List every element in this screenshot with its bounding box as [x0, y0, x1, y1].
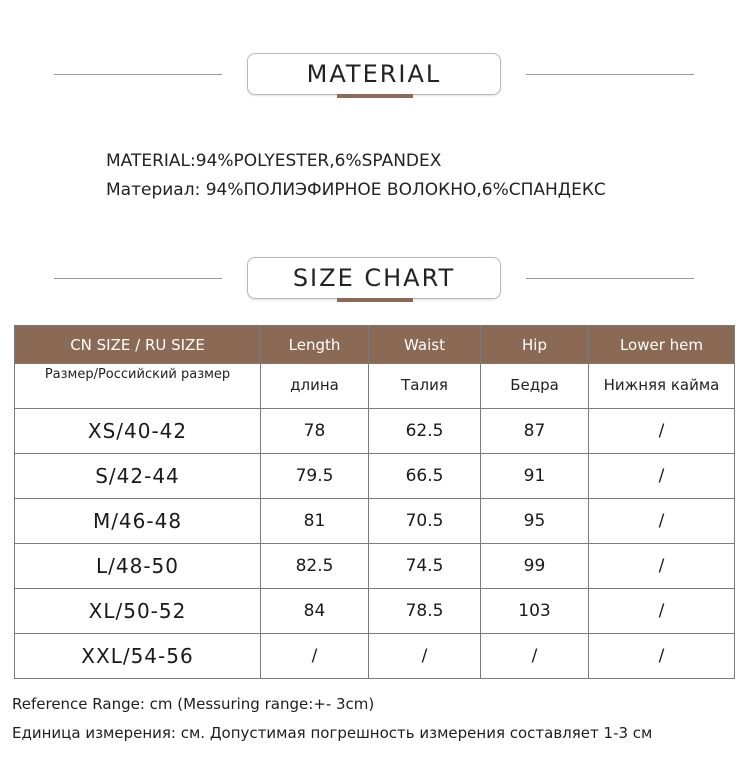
length-cell: / [261, 634, 369, 679]
length-cell: 78 [261, 409, 369, 454]
table-row [15, 544, 735, 589]
size-cell: XL/50-52 [15, 589, 261, 634]
lower-hem-cell: / [589, 544, 735, 589]
material-section-header [0, 53, 750, 97]
hip-cell: 99 [481, 544, 589, 589]
waist-cell: 70.5 [369, 499, 481, 544]
size-chart-title-badge [247, 257, 501, 299]
material-composition-ru: Материал: 94%ПОЛИЭФИРНОЕ ВОЛОКНО,6%СПАНДЕКС [106, 180, 606, 200]
title-underline [337, 94, 413, 98]
divider-left [54, 74, 222, 75]
length-cell: 79.5 [261, 454, 369, 499]
length-cell: 82.5 [261, 544, 369, 589]
divider-right [526, 278, 694, 279]
size-chart-table [14, 325, 735, 679]
table-row [15, 499, 735, 544]
material-title: MATERIAL [306, 60, 442, 88]
table-row [15, 634, 735, 679]
waist-cell: 62.5 [369, 409, 481, 454]
hip-cell: 95 [481, 499, 589, 544]
hip-cell: 91 [481, 454, 589, 499]
hip-cell: / [481, 634, 589, 679]
size-cell: XS/40-42 [15, 409, 261, 454]
table-header-row [15, 326, 735, 364]
column-subheader: Бедра [510, 376, 559, 394]
column-subheader: длина [290, 376, 339, 394]
size-chart-section-header [0, 257, 750, 301]
size-chart-title: SIZE CHART [292, 264, 456, 292]
column-header: Waist [369, 326, 481, 364]
lower-hem-cell: / [589, 589, 735, 634]
lower-hem-cell: / [589, 409, 735, 454]
reference-range-note-ru: Единица измерения: см. Допустимая погрешность измерения составляет 1-3 см [12, 724, 653, 742]
length-cell: 84 [261, 589, 369, 634]
column-header: CN SIZE / RU SIZE [15, 326, 261, 364]
column-header: Hip [481, 326, 589, 364]
hip-cell: 103 [481, 589, 589, 634]
length-cell: 81 [261, 499, 369, 544]
size-cell: XXL/54-56 [15, 634, 261, 679]
waist-cell: 66.5 [369, 454, 481, 499]
column-subheader: Нижняя кайма [603, 376, 720, 394]
material-composition-en: MATERIAL:94%POLYESTER,6%SPANDEX [106, 151, 442, 171]
title-underline [337, 298, 413, 302]
size-cell: S/42-44 [15, 454, 261, 499]
divider-right [526, 74, 694, 75]
lower-hem-cell: / [589, 454, 735, 499]
table-row [15, 409, 735, 454]
table-subheader-row [15, 364, 735, 409]
column-subheader: Талия [401, 376, 448, 394]
waist-cell: / [369, 634, 481, 679]
waist-cell: 74.5 [369, 544, 481, 589]
hip-cell: 87 [481, 409, 589, 454]
divider-left [54, 278, 222, 279]
column-header: Length [261, 326, 369, 364]
table-row [15, 454, 735, 499]
column-header: Lower hem [589, 326, 735, 364]
lower-hem-cell: / [589, 634, 735, 679]
size-cell: M/46-48 [15, 499, 261, 544]
column-subheader: Размер/Российский размер [44, 367, 231, 382]
waist-cell: 78.5 [369, 589, 481, 634]
lower-hem-cell: / [589, 499, 735, 544]
size-cell: L/48-50 [15, 544, 261, 589]
reference-range-note-en: Reference Range: cm (Messuring range:+- 3cm) [12, 695, 375, 713]
table-row [15, 589, 735, 634]
material-title-badge [247, 53, 501, 95]
